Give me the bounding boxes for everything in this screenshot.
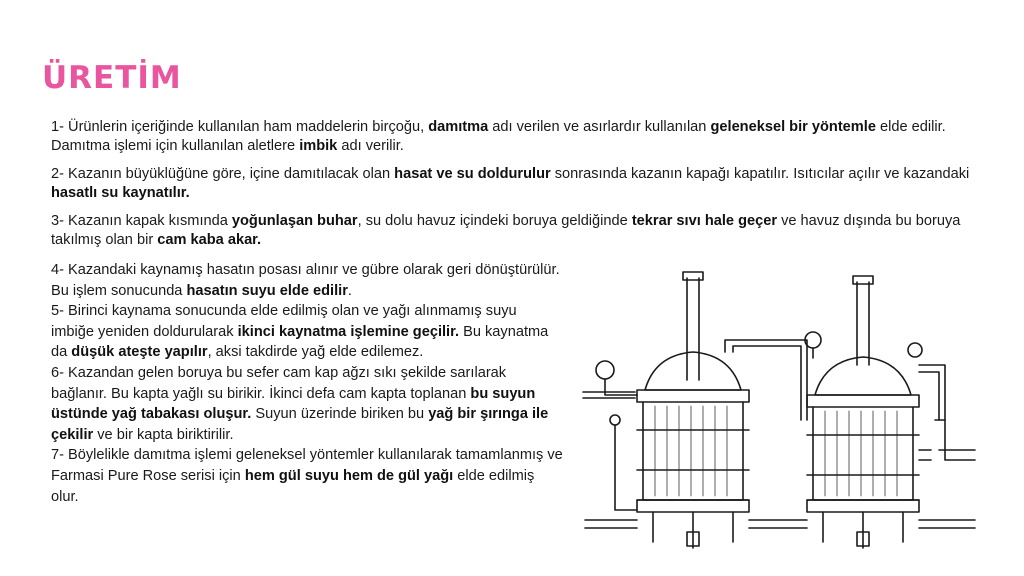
- bold-phrase: geleneksel bir yöntemle: [710, 119, 876, 135]
- bold-phrase: yağ bir şırınga ile çekilir: [51, 406, 549, 443]
- step-paragraph-2: [51, 165, 1003, 203]
- text-run: 5- Birinci kaynama sonucunda elde edilmiş olan ve yağı alınmamış suyu imbiğe yeniden doldurularak: [51, 303, 517, 340]
- bold-phrase: imbik: [299, 138, 338, 154]
- text-run: sonrasında kazanın kapağı kapatılır. Isıtıcılar açılır ve kazandaki: [550, 166, 970, 182]
- text-run: adı verilen ve asırlardır kullanılan: [488, 119, 711, 135]
- bold-phrase: damıtma: [428, 119, 489, 135]
- slide-title: ÜRETİM: [42, 60, 182, 96]
- text-run: adı verilir.: [337, 138, 404, 154]
- bold-phrase: hem gül suyu hem de gül yağı: [244, 467, 454, 484]
- text-run: elde edilir. Damıtma işlemi için kullanılan aletlere: [51, 119, 946, 154]
- bold-phrase: yoğunlaşan buhar: [231, 213, 358, 229]
- bold-phrase: cam kaba akar.: [157, 232, 262, 248]
- bold-phrase: hasatın suyu elde edilir: [186, 282, 348, 299]
- text-run: 2- Kazanın büyüklüğüne göre, içine damıtılacak olan: [51, 166, 395, 182]
- text-run: 3- Kazanın kapak kısmında: [51, 213, 232, 229]
- bold-phrase: hasatlı su kaynatılır.: [51, 185, 190, 201]
- bold-phrase: tekrar sıvı hale geçer: [631, 213, 778, 229]
- text-run: 6- Kazandan gelen boruya bu sefer cam kap ağzı sıkı şekilde sarılarak bağlanır. Bu kapta yağlı su birikir. İkinci defa cam kapta toplanan: [51, 364, 507, 402]
- text-run: .: [347, 282, 352, 299]
- text-run: 7- Böylelikle damıtma işlemi geleneksel yöntemler kullanılarak tamamlanmış ve Farmasi Pure Rose serisi için: [51, 447, 563, 484]
- text-run: Suyun üzerinde biriken bu: [251, 406, 429, 423]
- text-run: 4- Kazandaki kaynamış hasatın posası alınır ve gübre olarak geri dönüştürülür. Bu işlem sonucunda: [51, 262, 560, 299]
- text-run: 1- Ürünlerin içeriğinde kullanılan ham maddelerin birçoğu,: [51, 119, 429, 135]
- step-paragraph-3: [51, 212, 1003, 250]
- text-run: , aksi takdirde yağ elde edilemez.: [207, 344, 424, 361]
- step-paragraph-1: [51, 118, 1003, 156]
- step-paragraph-4-7: [51, 260, 563, 507]
- bold-phrase: hasat ve su doldurulur: [394, 166, 551, 182]
- text-run: ve havuz dışında bu boruya takılmış olan bir: [51, 213, 961, 248]
- text-run: , su dolu havuz içindeki boruya geldiğinde: [357, 213, 632, 229]
- bold-phrase: düşük ateşte yapılır: [71, 344, 208, 361]
- bold-phrase: bu suyun üstünde yağ tabakası oluşur.: [51, 385, 536, 423]
- text-run: elde edilmiş olur.: [51, 467, 535, 505]
- text-run: ve bir kapta biriktirilir.: [93, 426, 234, 443]
- text-run: Bu kaynatma da: [51, 323, 549, 361]
- alembic-still-illustration: [575, 270, 985, 555]
- bold-phrase: ikinci kaynatma işlemine geçilir.: [237, 323, 460, 340]
